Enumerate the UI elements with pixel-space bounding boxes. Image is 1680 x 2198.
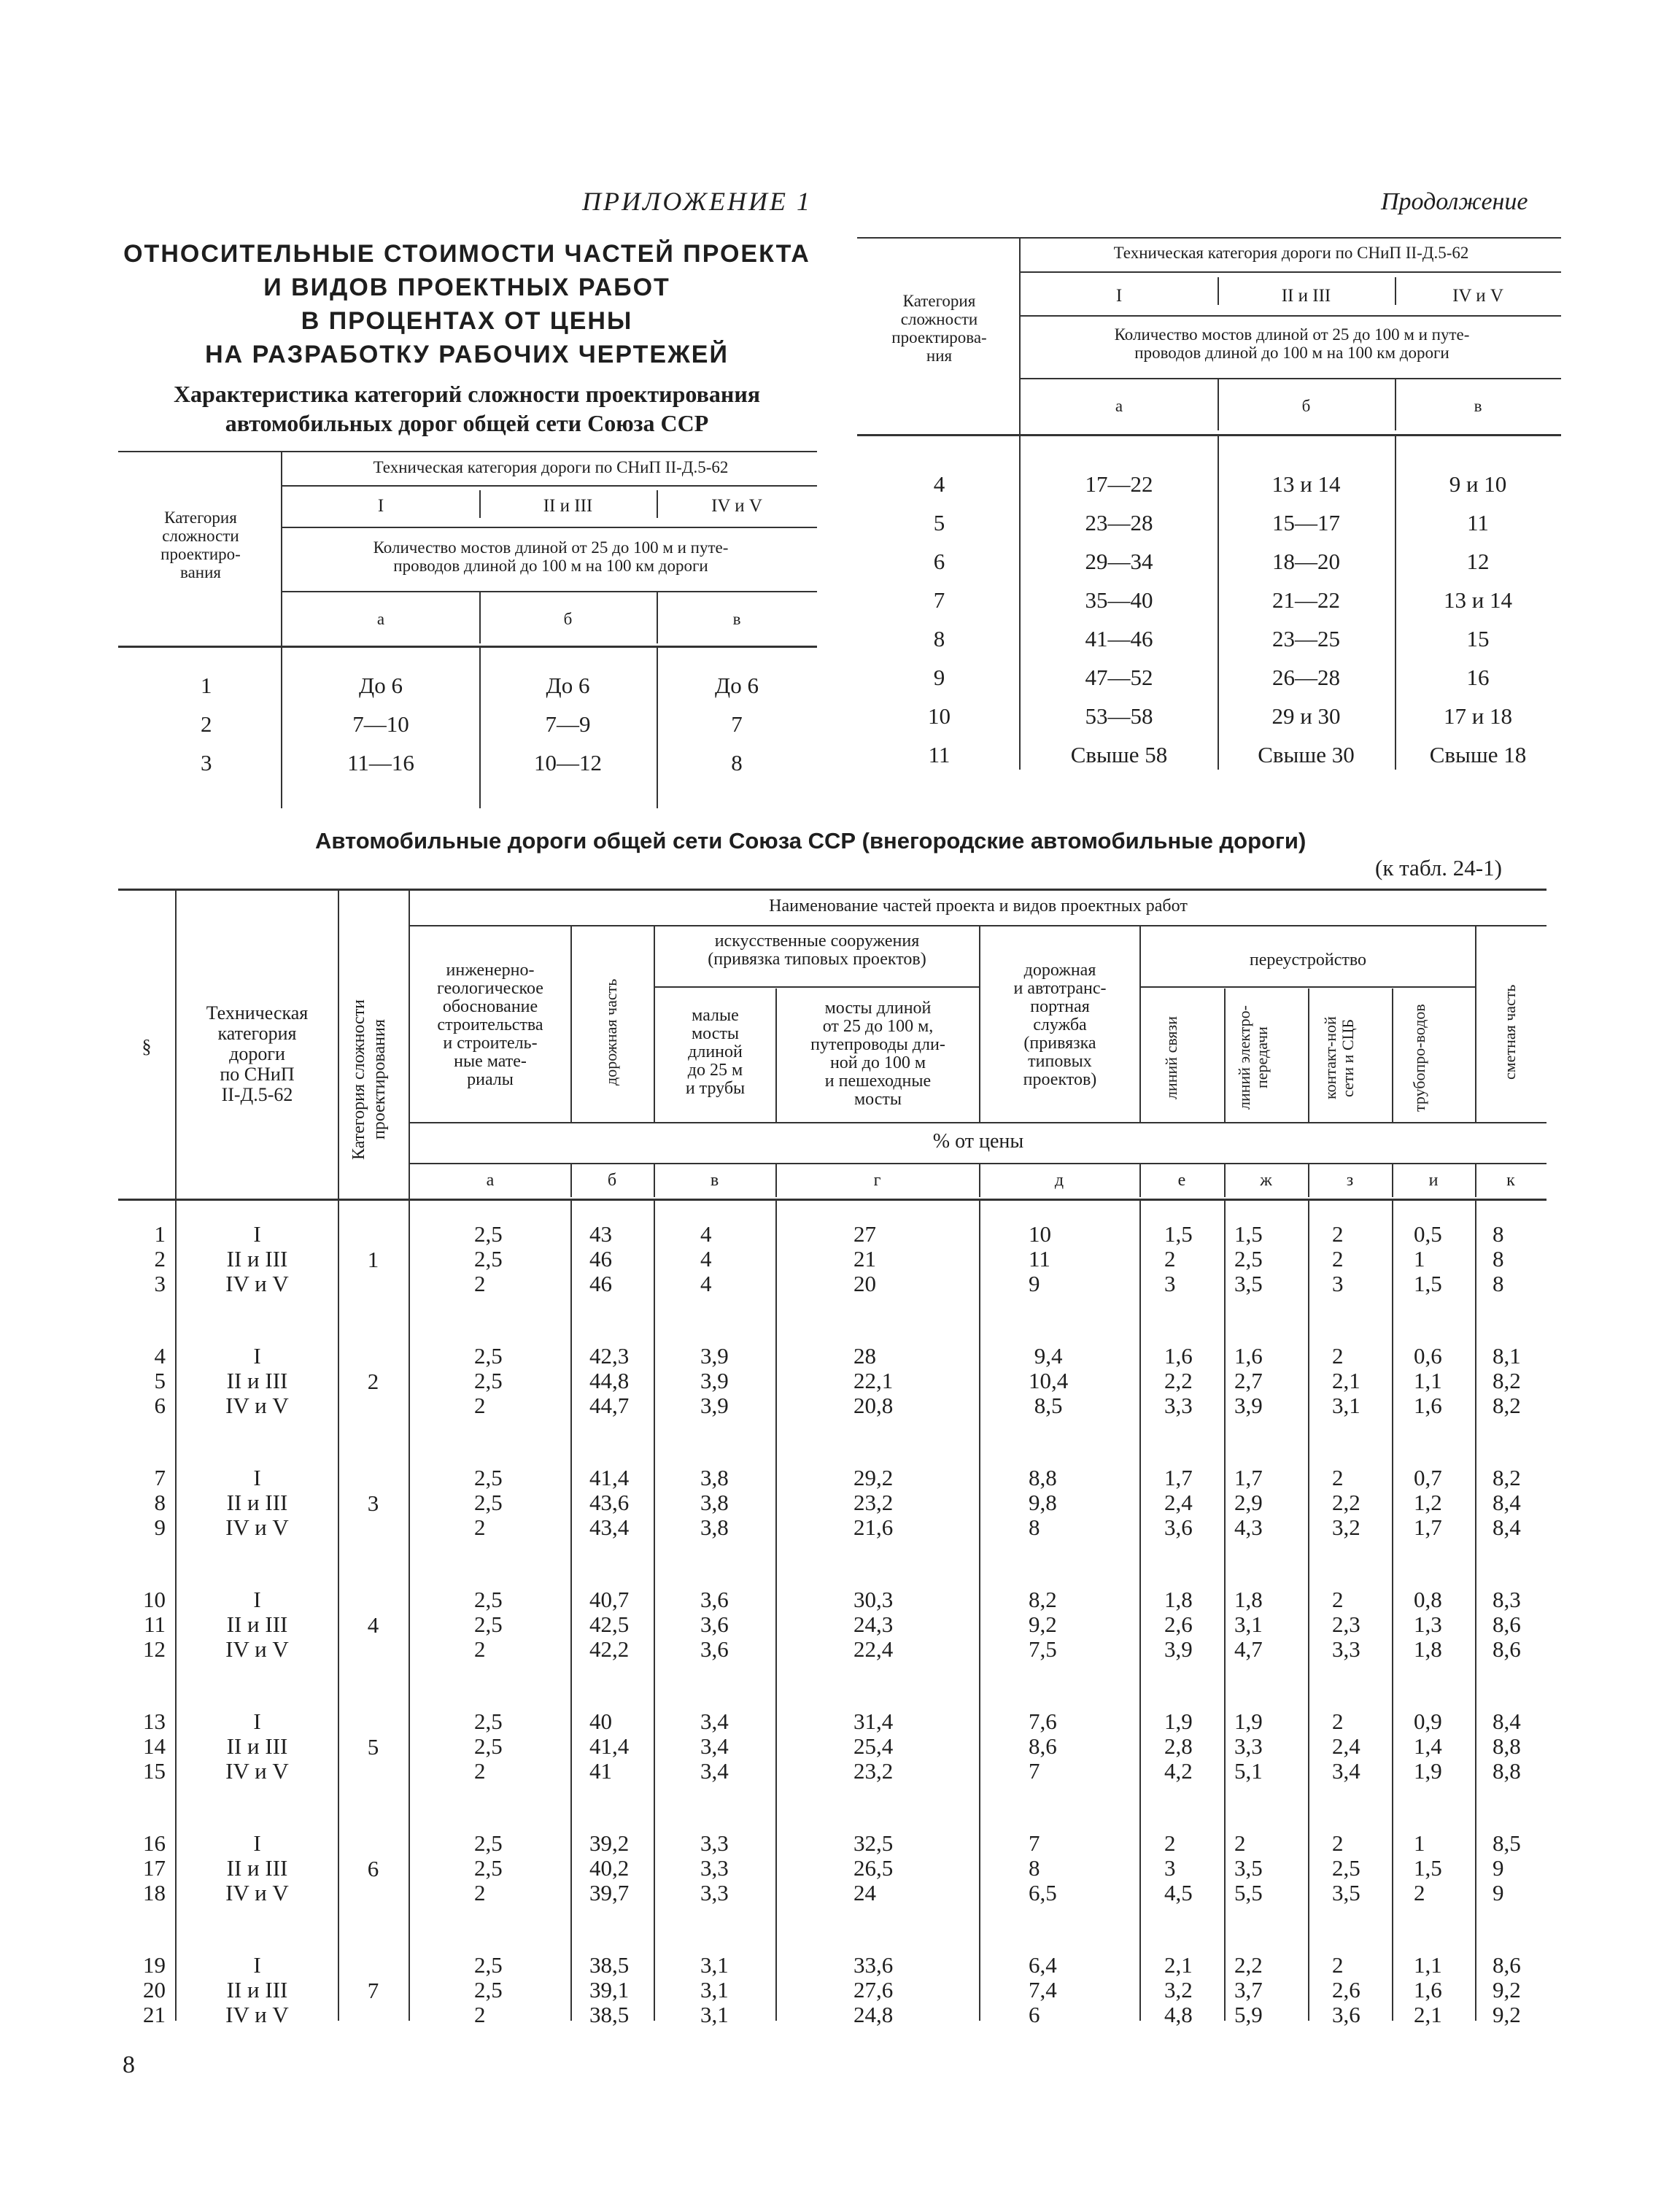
cell-b: 29 и 30 (1271, 703, 1341, 729)
cell-a: До 6 (359, 673, 403, 698)
column-letter: е (1177, 1171, 1186, 1190)
cell-b: 23—25 (1272, 626, 1340, 651)
geo-line: риалы (467, 1070, 514, 1089)
estimate-header: сметная часть (1501, 984, 1519, 1080)
bridges-header (284, 538, 817, 575)
tech-category-header: Техническая категория дороги по СНиП II-Д.5-62 (1113, 244, 1469, 262)
cell-c: 3,9 3,9 3,9 (700, 1343, 729, 1418)
bridges-header-line: Количество мостов длиной от 25 до 100 м и путе- (373, 538, 729, 557)
cell-k: 8,6 9,2 9,2 (1493, 1952, 1521, 2027)
cell-b: До 6 (546, 673, 590, 698)
cell-e: 6,4 7,4 6 (1029, 1952, 1057, 2027)
art-structures-header (655, 932, 979, 969)
cell-b: 40,7 42,5 42,2 (589, 1587, 630, 1662)
cell-cat: 6 (933, 549, 945, 574)
cell-c: До 6 (715, 673, 759, 698)
cell-cat: 11 (928, 742, 951, 767)
tech-col-3: IV и V (1452, 286, 1503, 306)
tech-categories: I II и III IV и V (225, 1952, 289, 2027)
cell-c: 3,3 3,3 3,3 (700, 1830, 729, 1905)
small-bridges-line: до 25 м (687, 1061, 743, 1080)
cell-b: 10—12 (534, 750, 602, 775)
section-numbers: 1 2 3 (154, 1221, 166, 1296)
cell-cat: 2 (201, 711, 212, 737)
percent-header: % от цены (932, 1130, 1024, 1153)
geo-line: строительства (437, 1015, 543, 1034)
section-numbers: 16 17 18 (143, 1830, 166, 1905)
cell-b: 18—20 (1272, 549, 1340, 574)
cell-a: 47—52 (1085, 665, 1153, 690)
subtitle-line: Характеристика категорий сложности проектирования (173, 381, 761, 407)
tech-line: категория (217, 1023, 297, 1044)
tech-col-2: II и III (1281, 286, 1331, 306)
tech-line: II-Д.5-62 (221, 1084, 293, 1105)
bridges-line: от 25 до 100 м, (822, 1017, 934, 1036)
cell-b: 26—28 (1272, 665, 1340, 690)
cell-c: Свыше 18 (1429, 742, 1527, 767)
cell-cat: 8 (933, 626, 945, 651)
complexity-category: 7 (367, 1978, 379, 2003)
cell-e: 8,2 9,2 7,5 (1029, 1587, 1057, 1662)
bridges-header (1023, 325, 1561, 362)
category-header-line: сложности (162, 527, 239, 545)
cell-a: 7—10 (352, 711, 409, 737)
cell-f: 1,6 2,2 3,3 (1164, 1343, 1193, 1418)
cell-h: 2 2,5 3,5 (1332, 1830, 1360, 1905)
bridges-header-line: проводов длиной до 100 м на 100 км дороги (1134, 344, 1449, 362)
category-header (859, 292, 1019, 365)
tech-line: по СНиП (220, 1064, 295, 1085)
art-structures-line: (привязка типовых проектов) (708, 950, 926, 969)
cell-a: 2,5 2,5 2 (474, 1830, 503, 1905)
bridges-line: мосты (853, 1090, 902, 1109)
cell-c: 11 (1467, 510, 1489, 535)
section-numbers: 19 20 21 (143, 1952, 166, 2027)
cell-b: 40 41,4 41 (589, 1709, 630, 1784)
cell-f: 1,5 2 3 (1164, 1221, 1193, 1296)
cell-c: 9 и 10 (1449, 471, 1507, 497)
cell-i: 0,8 1,3 1,8 (1414, 1587, 1442, 1662)
bridges-header-line: Количество мостов длиной от 25 до 100 м и путе- (1114, 325, 1470, 344)
cell-a: 2,5 2,5 2 (474, 1221, 503, 1296)
cell-c: 12 (1466, 549, 1490, 574)
cell-g: 2,2 3,7 5,9 (1234, 1952, 1263, 2027)
letter-a: а (376, 610, 385, 628)
complexity-category: 5 (367, 1734, 379, 1760)
subtitle (117, 379, 817, 438)
column-letter: б (607, 1171, 617, 1190)
cell-b: 15—17 (1272, 510, 1340, 535)
geo-line: ные мате- (454, 1052, 527, 1071)
cell-c: 15 (1466, 626, 1490, 651)
tech-col-2: II и III (543, 496, 593, 516)
comm-lines-header: линий связи (1162, 1015, 1180, 1100)
cell-c: 3,6 3,6 3,6 (700, 1587, 729, 1662)
tech-category-header: Техническая категория дороги по СНиП II-Д.5-62 (373, 458, 729, 476)
category-header-line: Категория (902, 292, 976, 310)
bridges-header (777, 999, 979, 1109)
page-title (117, 237, 817, 371)
category-header-line: проектирова- (891, 328, 987, 347)
cell-c: 16 (1466, 665, 1490, 690)
cell-d: 28 22,1 20,8 (853, 1343, 894, 1418)
cell-a: 17—22 (1085, 471, 1153, 497)
cell-cat: 4 (933, 471, 945, 497)
category-header-line: сложности (900, 310, 978, 328)
bridges-line: мосты длиной (824, 999, 932, 1018)
subtitle-line: автомобильных дорог общей сети Союза ССР (225, 410, 709, 436)
cell-g: 1,6 2,7 3,9 (1234, 1343, 1263, 1418)
cell-cat: 5 (933, 510, 945, 535)
contact-network-header: контакт-ной сети и СЦБ (1321, 1016, 1357, 1099)
cell-a: 2,5 2,5 2 (474, 1952, 503, 2027)
title-line: ОТНОСИТЕЛЬНЫЕ СТОИМОСТИ ЧАСТЕЙ ПРОЕКТА (123, 240, 810, 268)
cell-g: 1,5 2,5 3,5 (1234, 1221, 1263, 1296)
cell-e: 7 8 6,5 (1029, 1830, 1057, 1905)
cell-h: 2 2,6 3,6 (1332, 1952, 1360, 2027)
column-letter: и (1428, 1171, 1439, 1190)
tech-line: Техническая (206, 1002, 309, 1023)
geo-line: и строитель- (443, 1034, 538, 1053)
cell-k: 8,3 8,6 8,6 (1493, 1587, 1521, 1662)
cell-d: 29,2 23,2 21,6 (853, 1465, 894, 1540)
tech-line: дороги (229, 1043, 285, 1064)
cell-b: 39,2 40,2 39,7 (589, 1830, 630, 1905)
bridges-header-line: проводов длиной до 100 м на 100 км дороги (393, 557, 708, 575)
cell-h: 2 2,2 3,2 (1332, 1465, 1360, 1540)
cell-k: 8,5 9 9 (1493, 1830, 1521, 1905)
cell-c: 8 (731, 750, 743, 775)
tech-categories: I II и III IV и V (225, 1465, 289, 1540)
cell-h: 2 2,1 3,1 (1332, 1343, 1360, 1418)
tech-categories: I II и III IV и V (225, 1221, 289, 1296)
section-header: § (142, 1036, 152, 1057)
cell-b: 7—9 (545, 711, 591, 737)
cell-k: 8,4 8,8 8,8 (1493, 1709, 1521, 1784)
column-letter: а (486, 1171, 495, 1190)
cell-b: 41,4 43,6 43,4 (589, 1465, 630, 1540)
geo-line: геологическое (437, 979, 543, 998)
service-line: дорожная (1023, 961, 1096, 980)
column-letter: з (1346, 1171, 1354, 1190)
cell-a: 29—34 (1085, 549, 1153, 574)
cell-g: 2 3,5 5,5 (1234, 1830, 1263, 1905)
cell-c: 13 и 14 (1443, 587, 1513, 613)
cell-a: 2,5 2,5 2 (474, 1465, 503, 1540)
tech-col-3: IV и V (711, 496, 762, 516)
service-line: служба (1033, 1015, 1087, 1034)
letter-b: б (563, 610, 573, 628)
tech-categories: I II и III IV и V (225, 1587, 289, 1662)
section-numbers: 13 14 15 (143, 1709, 166, 1784)
service-line: типовых (1028, 1052, 1092, 1071)
appendix-label: ПРИЛОЖЕНИЕ 1 (582, 187, 812, 216)
service-header (980, 961, 1139, 1089)
cell-d: 32,5 26,5 24 (853, 1830, 894, 1905)
cell-b: 13 и 14 (1271, 471, 1341, 497)
title-line: НА РАЗРАБОТКУ РАБОЧИХ ЧЕРТЕЖЕЙ (205, 341, 729, 368)
cell-i: 0,7 1,2 1,7 (1414, 1465, 1442, 1540)
cell-c: 3,8 3,8 3,8 (700, 1465, 729, 1540)
cell-i: 0,6 1,1 1,6 (1414, 1343, 1442, 1418)
main-table-ref: (к табл. 24-1) (1375, 855, 1502, 881)
section-numbers: 7 8 9 (154, 1465, 166, 1540)
complexity-category: 2 (367, 1369, 379, 1394)
cell-e: 10 11 9 (1029, 1221, 1051, 1296)
cell-h: 2 2,3 3,3 (1332, 1587, 1360, 1662)
cell-e: 9,4 10,4 8,5 (1029, 1343, 1069, 1418)
geo-header (410, 961, 570, 1089)
cell-i: 0,9 1,4 1,9 (1414, 1709, 1442, 1784)
cell-a: 2,5 2,5 2 (474, 1343, 503, 1418)
small-bridges-line: и трубы (685, 1079, 746, 1098)
cell-i: 1 1,5 2 (1414, 1830, 1442, 1905)
service-line: (привязка (1023, 1034, 1096, 1053)
cell-b: 43 46 46 (589, 1221, 612, 1296)
section-numbers: 4 5 6 (154, 1343, 166, 1418)
cell-c: 7 (731, 711, 743, 737)
cell-b: 38,5 39,1 38,5 (589, 1952, 630, 2027)
cell-f: 2,1 3,2 4,8 (1164, 1952, 1193, 2027)
category-header-line: проектиро- (160, 545, 241, 563)
tech-category-header (177, 1003, 338, 1105)
pipelines-header: трубопро-водов (1410, 1004, 1428, 1112)
category-header-line: вания (180, 563, 221, 581)
complexity-category: 1 (367, 1247, 379, 1272)
cell-cat: 10 (928, 703, 951, 729)
cell-a: 2,5 2,5 2 (474, 1709, 503, 1784)
main-table-title: Автомобильные дороги общей сети Союза ССР (внегородские автомобильные дороги) (315, 828, 1307, 854)
cell-g: 1,9 3,3 5,1 (1234, 1709, 1263, 1784)
cell-k: 8,2 8,4 8,4 (1493, 1465, 1521, 1540)
cell-f: 2 3 4,5 (1164, 1830, 1193, 1905)
power-lines-header: линий электро-передачи (1235, 1005, 1271, 1110)
small-bridges-line: мосты (691, 1024, 740, 1043)
cell-i: 0,5 1 1,5 (1414, 1221, 1442, 1296)
bridges-line: путепроводы дли- (810, 1035, 945, 1054)
cell-e: 8,8 9,8 8 (1029, 1465, 1057, 1540)
service-line: портная (1030, 997, 1090, 1016)
bridges-line: и пешеходные (824, 1072, 932, 1091)
service-line: и автотранс- (1013, 979, 1107, 998)
cell-cat: 9 (933, 665, 945, 690)
cell-d: 31,4 25,4 23,2 (853, 1709, 894, 1784)
cell-h: 2 2,4 3,4 (1332, 1709, 1360, 1784)
cell-b: 21—22 (1272, 587, 1340, 613)
column-letter: в (710, 1171, 719, 1190)
title-line: И ВИДОВ ПРОЕКТНЫХ РАБОТ (263, 274, 670, 301)
cell-f: 1,7 2,4 3,6 (1164, 1465, 1193, 1540)
letter-c: в (732, 610, 741, 628)
column-letter: к (1506, 1171, 1515, 1190)
tech-categories: I II и III IV и V (225, 1830, 289, 1905)
small-bridges-header (655, 1007, 775, 1098)
rebuild-header: переустройство (1249, 951, 1367, 970)
category-header (120, 508, 281, 581)
column-letter: ж (1260, 1171, 1272, 1190)
road-part-header: дорожная часть (602, 978, 620, 1086)
cell-cat: 7 (933, 587, 945, 613)
cell-a: 2,5 2,5 2 (474, 1587, 503, 1662)
cell-k: 8,1 8,2 8,2 (1493, 1343, 1521, 1418)
tech-categories: I II и III IV и V (225, 1343, 289, 1418)
small-bridges-line: малые (692, 1006, 739, 1025)
cell-c: 3,1 3,1 3,1 (700, 1952, 729, 2027)
small-bridges-line: длиной (688, 1042, 743, 1061)
cell-c: 4 4 4 (700, 1221, 712, 1296)
column-letter: д (1054, 1171, 1064, 1190)
cell-a: 11—16 (347, 750, 414, 775)
complexity-category: 6 (367, 1856, 379, 1881)
names-header: Наименование частей проекта и видов проектных работ (769, 897, 1188, 916)
cell-a: Свыше 58 (1070, 742, 1168, 767)
cell-c: 17 и 18 (1443, 703, 1513, 729)
cell-a: 35—40 (1085, 587, 1153, 613)
art-structures-line: искусственные сооружения (714, 932, 920, 951)
cell-d: 27 21 20 (853, 1221, 876, 1296)
category-header-line: ния (926, 347, 953, 365)
cell-e: 7,6 8,6 7 (1029, 1709, 1057, 1784)
tech-col-1: I (377, 496, 384, 516)
complexity-category: 3 (367, 1490, 379, 1516)
cell-a: 41—46 (1085, 626, 1153, 651)
column-letter: г (873, 1171, 881, 1190)
cell-b: 42,3 44,8 44,7 (589, 1343, 630, 1418)
cell-g: 1,7 2,9 4,3 (1234, 1465, 1263, 1540)
category-header-line: Категория (164, 508, 237, 527)
cell-cat: 3 (201, 750, 212, 775)
service-line: проектов) (1023, 1070, 1097, 1089)
cell-f: 1,8 2,6 3,9 (1164, 1587, 1193, 1662)
letter-a: а (1115, 397, 1123, 415)
cell-f: 1,9 2,8 4,2 (1164, 1709, 1193, 1784)
tech-categories: I II и III IV и V (225, 1709, 289, 1784)
section-numbers: 10 11 12 (143, 1587, 166, 1662)
geo-line: обоснование (442, 997, 538, 1016)
title-line: В ПРОЦЕНТАХ ОТ ЦЕНЫ (301, 307, 633, 335)
cell-a: 53—58 (1085, 703, 1153, 729)
cell-h: 2 2 3 (1332, 1221, 1344, 1296)
bridges-line: ной до 100 м (829, 1053, 926, 1072)
cell-cat: 1 (201, 673, 212, 698)
tech-col-1: I (1115, 286, 1123, 306)
geo-line: инженерно- (446, 961, 535, 980)
letter-c: в (1474, 397, 1482, 415)
cell-a: 23—28 (1085, 510, 1153, 535)
cell-c: 3,4 3,4 3,4 (700, 1709, 729, 1784)
page-number: 8 (123, 2051, 135, 2078)
continuation-label: Продолжение (1381, 188, 1528, 215)
letter-b: б (1301, 397, 1311, 415)
cell-d: 33,6 27,6 24,8 (853, 1952, 894, 2027)
cell-k: 8 8 8 (1493, 1221, 1504, 1296)
complexity-category: 4 (367, 1612, 379, 1638)
cell-g: 1,8 3,1 4,7 (1234, 1587, 1263, 1662)
cell-d: 30,3 24,3 22,4 (853, 1587, 894, 1662)
cell-b: Свыше 30 (1258, 742, 1355, 767)
complexity-header: Категория сложности проектирования (349, 999, 389, 1161)
cell-i: 1,1 1,6 2,1 (1414, 1952, 1442, 2027)
